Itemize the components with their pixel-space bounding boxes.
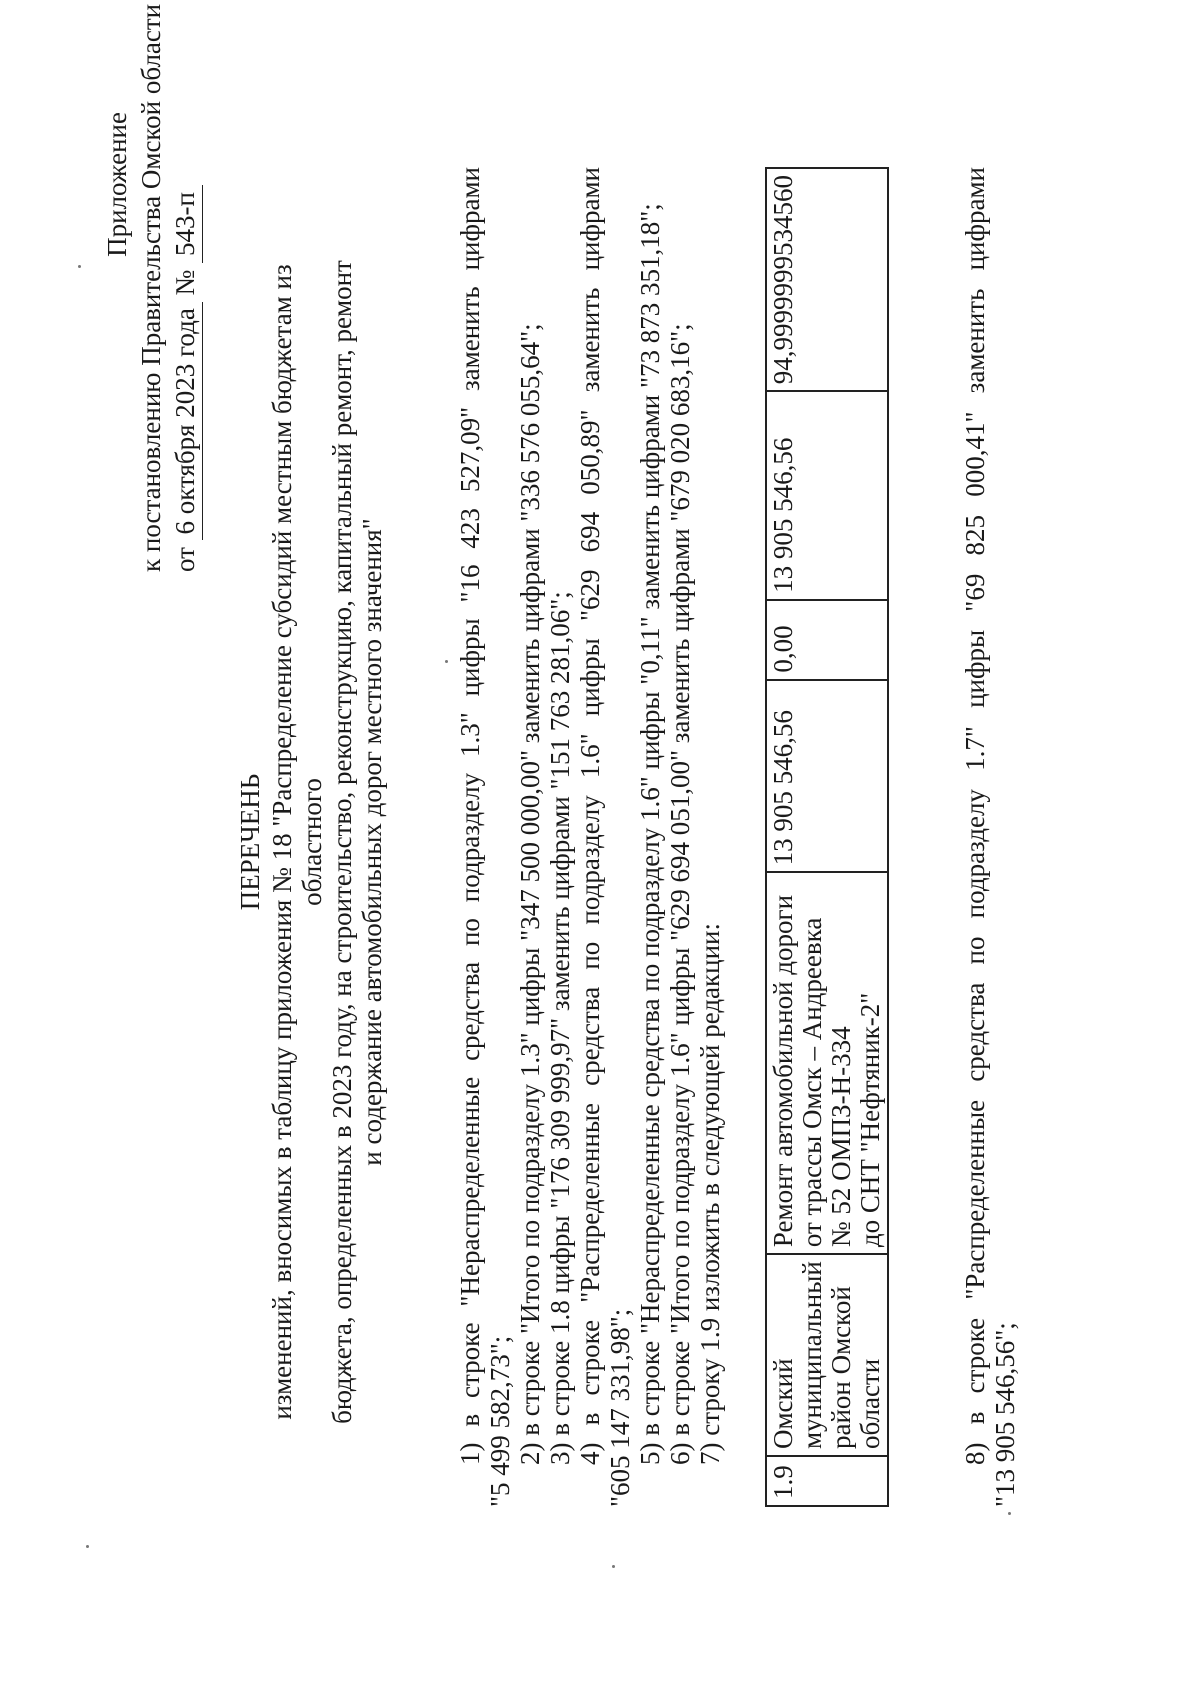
scan-speck xyxy=(445,660,448,663)
table-row xyxy=(766,168,888,1506)
district-line-4: области xyxy=(855,1358,885,1450)
item-7: 7) строку 1.9 изложить в следующей редакции: xyxy=(695,922,725,1465)
district-line-2: муниципальный xyxy=(797,1261,827,1450)
title-line-2: бюджета, определенных в 2023 году, на строительство, реконструкцию, капитальный ремонт, ремонт xyxy=(327,260,357,1424)
appendix-label: Приложение xyxy=(102,112,132,257)
item-6: 6) в строке "Итого по подразделу 1.6" цифры "629 694 051,00" заменить цифрами "679 020 683,16"; xyxy=(665,323,695,1465)
description-line-3: № 52 ОМПЗ-Н-334 xyxy=(826,1026,856,1248)
item-8: 8) в строке "Распределенные средства по подразделу 1.7" цифры "69 825 000,41" заменить цифрами xyxy=(960,167,990,1465)
item-2: 2) в строке "Итого по подразделу 1.3" цифры "347 500 000,00" заменить цифрами "336 576 055,64"; xyxy=(515,323,545,1465)
scan-speck xyxy=(86,1545,89,1548)
description-line-1: Ремонт автомобильной дороги xyxy=(768,894,798,1248)
scan-speck xyxy=(78,265,81,268)
approval-block xyxy=(100,3,203,572)
number-label: № xyxy=(170,269,200,296)
from-label: от xyxy=(170,547,200,572)
document-title xyxy=(235,207,387,1477)
scan-speck xyxy=(612,1565,615,1568)
item-1: 1) в строке "Нераспределенные средства по подразделу 1.3" цифры "16 423 527,09" заменить цифрами xyxy=(455,167,485,1465)
decree-number: 543-п xyxy=(168,185,203,263)
description-line-2: от трассы Омск – Андреевка xyxy=(797,917,827,1248)
description-line-4: до СНТ "Нефтяник-2" xyxy=(855,992,885,1248)
district-line-3: район Омской xyxy=(826,1286,856,1450)
row-1-9-table xyxy=(765,167,889,1507)
subsidy-amount-cell: 13 905 546,56 xyxy=(766,391,888,600)
title-heading: ПЕРЕЧЕНЬ xyxy=(235,773,265,911)
decree-date: 6 октября 2023 года xyxy=(168,302,203,540)
item-8-continuation: "13 905 546,56"; xyxy=(990,1322,1020,1507)
decree-date-number xyxy=(168,112,203,572)
item-5: 5) в строке "Нераспределенные средства по подразделу 1.6" цифры "0,11" заменить цифрами "73 873 351,18"; xyxy=(635,203,665,1465)
percent-cell: 94,9999999534560 xyxy=(766,168,888,391)
project-description-cell xyxy=(766,872,888,1254)
scan-speck xyxy=(1008,1512,1011,1515)
zero-amount-cell: 0,00 xyxy=(766,600,888,680)
district-line-1: Омский xyxy=(768,1358,798,1450)
changes-list xyxy=(455,167,725,1507)
district-cell xyxy=(766,1254,888,1456)
item-3: 3) в строке 1.8 цифры "176 309 999,97" заменить цифрами "151 763 281,06"; xyxy=(545,591,575,1465)
item-1-continuation: "5 499 582,73"; xyxy=(485,1335,515,1507)
changes-list-continued xyxy=(960,167,1020,1507)
item-4-continuation: "605 147 331,98"; xyxy=(605,1308,635,1507)
row-number-cell: 1.9 xyxy=(766,1456,888,1506)
title-line-1: изменений, вносимых в таблицу приложения № 18 "Распределение субсидий местным бюджетам из областного xyxy=(267,264,327,1420)
decree-reference: к постановлению Правительства Омской области xyxy=(136,3,166,572)
total-amount-cell: 13 905 546,56 xyxy=(766,680,888,873)
title-line-3: и содержание автомобильных дорог местного значения" xyxy=(357,518,387,1166)
item-4: 4) в строке "Распределенные средства по подразделу 1.6" цифры "629 694 050,89" заменить цифрами xyxy=(575,167,605,1465)
